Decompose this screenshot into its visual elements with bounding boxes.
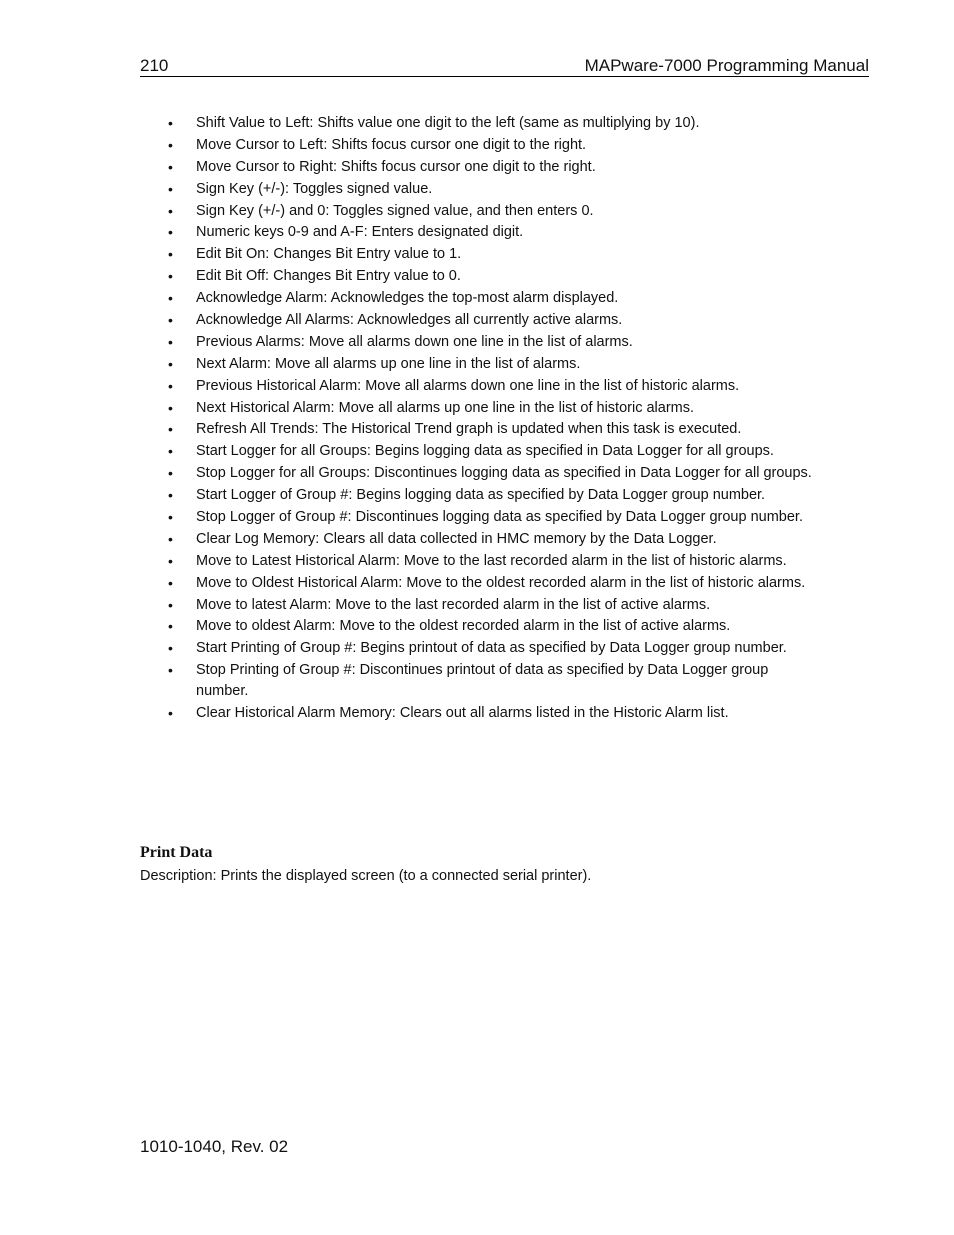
list-item: • Start Logger of Group #: Begins logging data as specified by Data Logger group number. [168,485,818,506]
list-item: • Move to Latest Historical Alarm: Move to the last recorded alarm in the list of historic alarms. [168,551,818,572]
list-item: • Next Alarm: Move all alarms up one line in the list of alarms. [168,354,818,375]
page-footer: 1010-1040, Rev. 02 [140,1137,289,1156]
section-heading: Print Data [140,844,213,861]
list-item: • Edit Bit On: Changes Bit Entry value to 1. [168,244,818,265]
list-item: • Numeric keys 0-9 and A-F: Enters designated digit. [168,222,818,243]
list-item: • Clear Historical Alarm Memory: Clears out all alarms listed in the Historic Alarm list. [168,703,818,724]
section-description: Description: Prints the displayed screen (to a connected serial printer). [140,868,592,884]
list-item: • Stop Logger of Group #: Discontinues logging data as specified by Data Logger group number. [168,507,818,528]
list-item: • Move to latest Alarm: Move to the last recorded alarm in the list of active alarms. [168,595,818,616]
list-item: • Move to Oldest Historical Alarm: Move to the oldest recorded alarm in the list of historic alarms. [168,573,818,594]
list-item: • Move Cursor to Left: Shifts focus cursor one digit to the right. [168,135,818,156]
page-number: 210 [140,56,169,75]
list-item: • Sign Key (+/-) and 0: Toggles signed value, and then enters 0. [168,201,818,222]
list-item: • Stop Printing of Group #: Discontinues printout of data as specified by Data Logger group number. [168,660,818,702]
list-item: • Start Logger for all Groups: Begins logging data as specified in Data Logger for all groups. [168,441,818,462]
list-item: • Stop Logger for all Groups: Discontinues logging data as specified in Data Logger for all groups. [168,463,818,484]
list-item: • Next Historical Alarm: Move all alarms up one line in the list of historic alarms. [168,398,818,419]
page-header [140,56,869,77]
list-item: • Acknowledge All Alarms: Acknowledges all currently active alarms. [168,310,818,331]
list-item: • Edit Bit Off: Changes Bit Entry value to 0. [168,266,818,287]
list-item: • Move Cursor to Right: Shifts focus cursor one digit to the right. [168,157,818,178]
manual-title: MAPware-7000 Programming Manual [584,56,869,75]
list-item: • Refresh All Trends: The Historical Trend graph is updated when this task is executed. [168,419,818,440]
list-item: • Sign Key (+/-): Toggles signed value. [168,179,818,200]
list-item: • Acknowledge Alarm: Acknowledges the top-most alarm displayed. [168,288,818,309]
list-item: • Clear Log Memory: Clears all data collected in HMC memory by the Data Logger. [168,529,818,550]
list-item: • Move to oldest Alarm: Move to the oldest recorded alarm in the list of active alarms. [168,616,818,637]
list-item: • Shift Value to Left: Shifts value one digit to the left (same as multiplying by 10). [168,113,818,134]
task-list [168,113,818,725]
list-item: • Start Printing of Group #: Begins printout of data as specified by Data Logger group number. [168,638,818,659]
list-item: • Previous Alarms: Move all alarms down one line in the list of alarms. [168,332,818,353]
list-item: • Previous Historical Alarm: Move all alarms down one line in the list of historic alarms. [168,376,818,397]
